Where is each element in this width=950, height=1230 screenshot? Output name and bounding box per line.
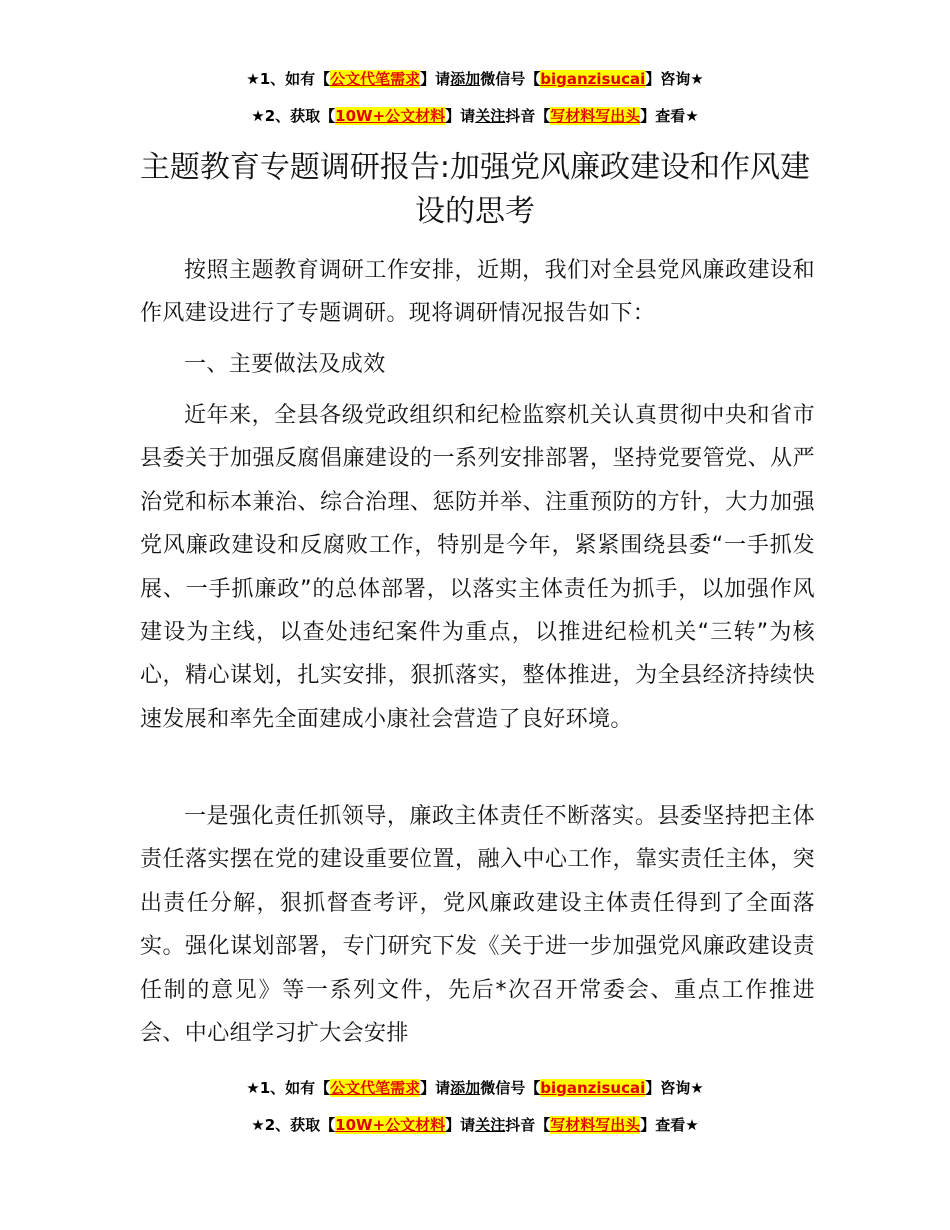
ad-emphasis: 关注 [475,1116,506,1134]
heading-text: 一、主要做法及成效 [184,352,386,377]
document-title: 主题教育专题调研报告:加强党风廉政建设和作风建设的思考 [139,150,811,229]
ad-highlight-link[interactable]: 10W+公文材料 [335,1116,446,1134]
ad-highlight-link[interactable]: 10W+公文材料 [335,107,446,125]
ad-text: 2、获取【 [264,107,336,125]
top-ad-line-1 [0,68,950,90]
ad-text: 】请 [445,107,476,125]
ad-text: 】查看 [640,1116,686,1134]
star-icon: ★ [685,1116,699,1134]
ad-text: 】咨询 [645,1079,691,1097]
bottom-ad-line-2 [0,1114,950,1136]
ad-douyin-link[interactable]: 写材料写出头 [550,107,641,125]
paragraph-text: 按照主题教育调研工作安排，近期，我们对全县党风廉政建设和作风建设进行了专题调研。现将调研情况报告如下： [140,258,815,327]
star-icon: ★ [246,1079,260,1097]
ad-highlight-link[interactable]: 公文代笔需求 [330,70,421,88]
ad-text: 抖音【 [505,1116,551,1134]
body-paragraph [140,795,815,1055]
ad-text: 微信号【 [480,70,541,88]
ad-text: 】查看 [640,107,686,125]
star-icon: ★ [690,1079,704,1097]
ad-text: 2、获取【 [264,1116,336,1134]
paragraph-text: 近年来，全县各级党政组织和纪检监察机关认真贯彻中央和省市县委关于加强反腐倡廉建设的一系列安排部署，坚持党要管党、从严治党和标本兼治、综合治理、惩防并举、注重预防的方针，大力加强党风廉政建设和反腐败工作，特别是今年，紧紧围绕县委“一手抓发展、一手抓廉政”的总体部署，以落实主体责任为抓手，以加强作风建设为主线，以查处违纪案件为重点，以推进纪检机关“三转”为核心，精心谋划，扎实安排，狠抓落实，整体推进，为全县经济持续快速发展和率先全面建成小康社会营造了良好环境。 [140,403,815,732]
star-icon: ★ [251,107,265,125]
ad-text: 】请 [420,1079,451,1097]
ad-text: 】咨询 [645,70,691,88]
ad-text: 】请 [420,70,451,88]
ad-emphasis: 关注 [475,107,506,125]
ad-emphasis: 添加 [450,1079,481,1097]
ad-text: 微信号【 [480,1079,541,1097]
bottom-ad-line-1 [0,1077,950,1099]
star-icon: ★ [690,70,704,88]
star-icon: ★ [246,70,260,88]
top-ad-line-2 [0,105,950,127]
ad-wechat-link[interactable]: biganzisucai [540,1079,646,1097]
section-heading [140,343,815,386]
intro-paragraph [140,249,815,336]
ad-text: 抖音【 [505,107,551,125]
ad-text: 1、如有【 [259,1079,331,1097]
star-icon: ★ [251,1116,265,1134]
ad-emphasis: 添加 [450,70,481,88]
ad-text: 1、如有【 [259,70,331,88]
paragraph-text: 一是强化责任抓领导，廉政主体责任不断落实。县委坚持把主体责任落实摆在党的建设重要位置，融入中心工作，靠实责任主体，突出责任分解，狠抓督查考评，党风廉政建设主体责任得到了全面落实。强化谋划部署，专门研究下发《关于进一步加强党风廉政建设责任制的意见》等一系列文件，先后*次召开常委会、重点工作推进会、中心组学习扩大会安排 [140,804,815,1047]
ad-wechat-link[interactable]: biganzisucai [540,70,646,88]
body-paragraph [140,394,815,741]
ad-highlight-link[interactable]: 公文代笔需求 [330,1079,421,1097]
ad-douyin-link[interactable]: 写材料写出头 [550,1116,641,1134]
ad-text: 】请 [445,1116,476,1134]
star-icon: ★ [685,107,699,125]
